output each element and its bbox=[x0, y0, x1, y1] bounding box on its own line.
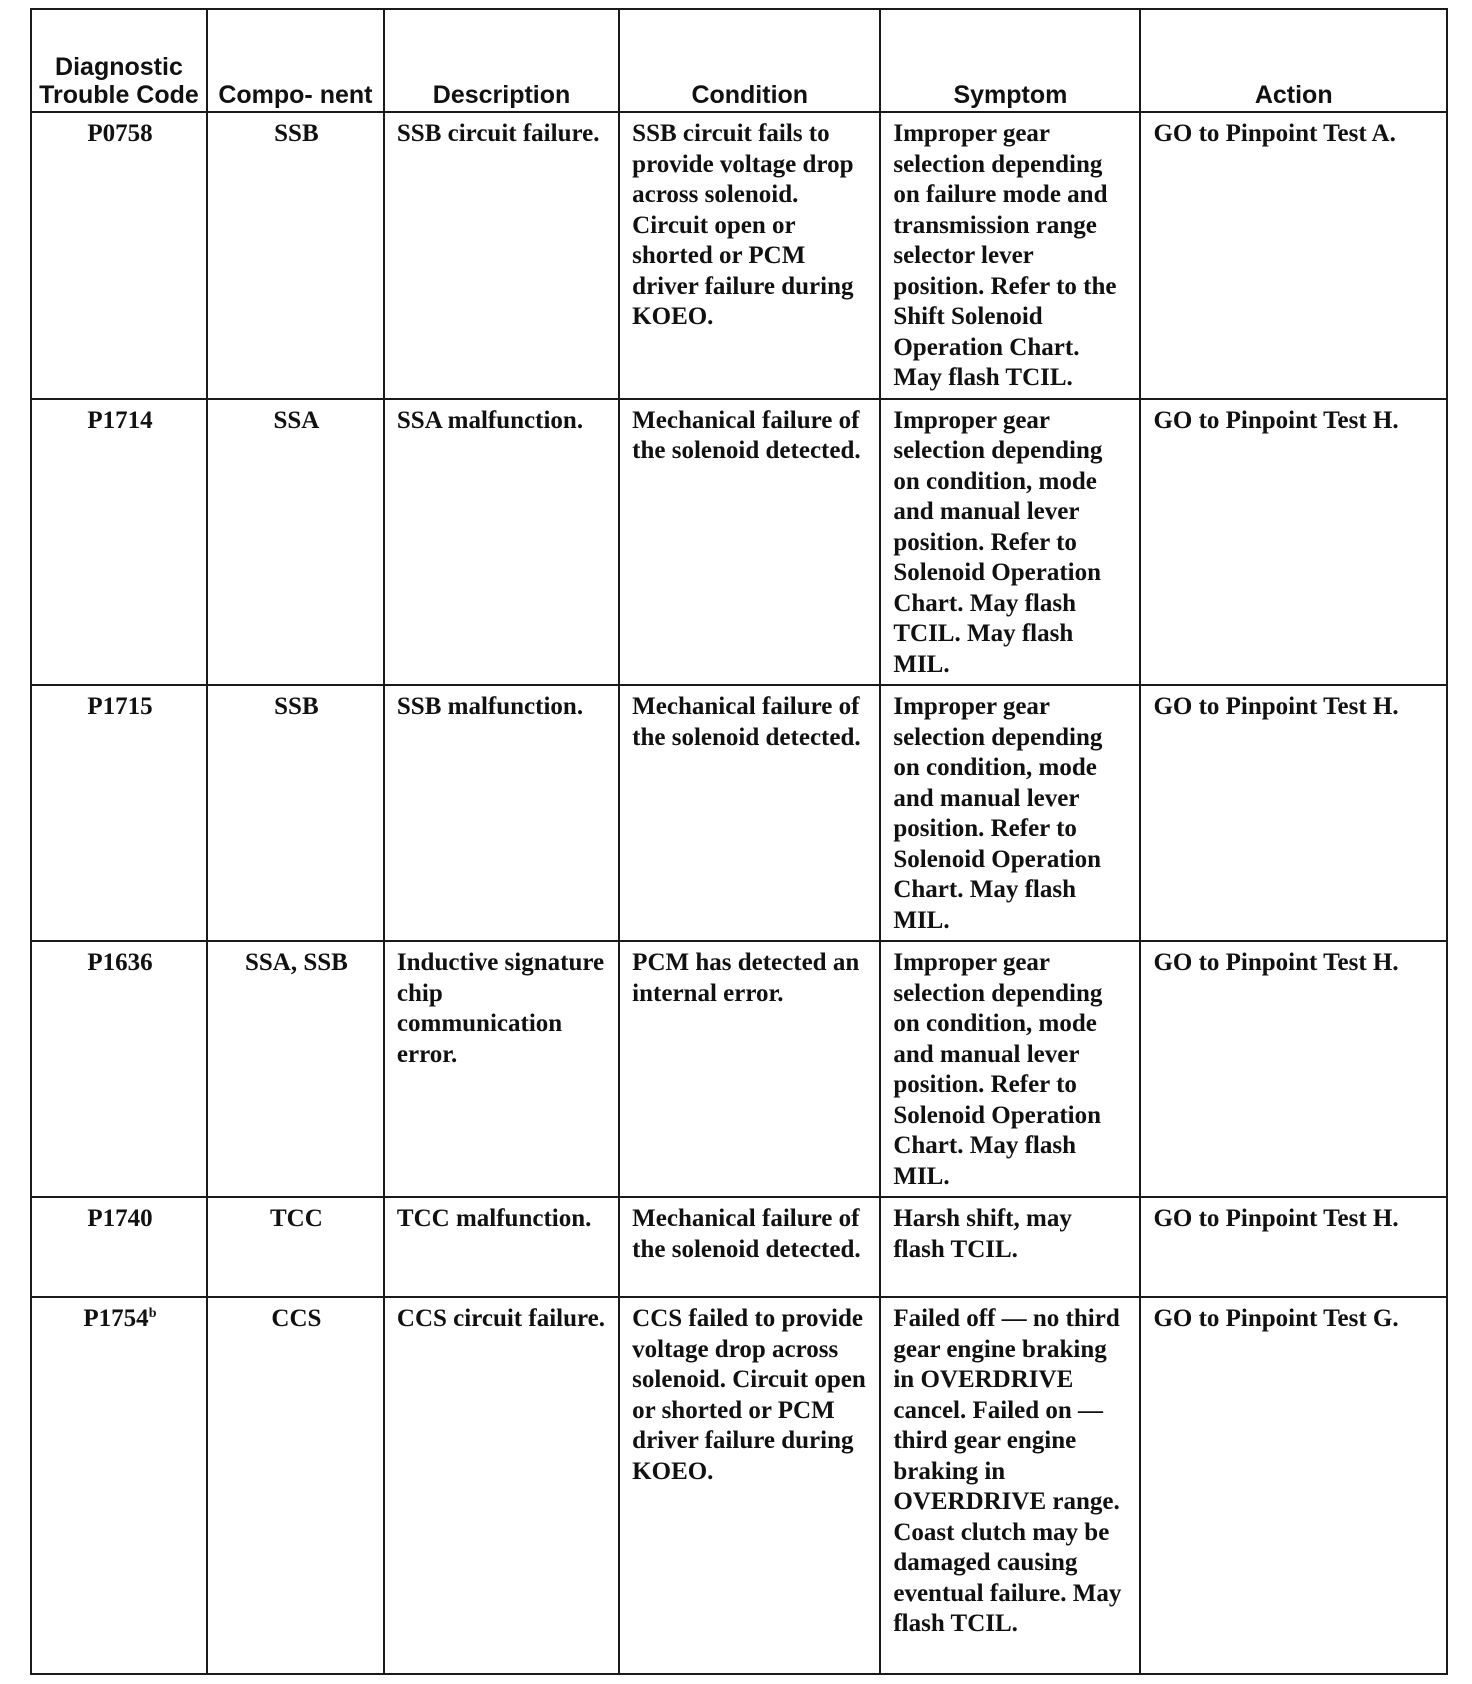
cell-symptom: Harsh shift, may flash TCIL. bbox=[880, 1197, 1140, 1297]
cell-component: CCS bbox=[207, 1297, 384, 1674]
cell-component: SSA bbox=[207, 399, 384, 686]
cell-symptom: Improper gear selection depending on failure mode and transmission range selector lever position. Refer to the Shift Solenoid Operation Chart. May flash TCIL. bbox=[880, 112, 1140, 399]
cell-symptom: Failed off — no third gear engine braking in OVERDRIVE cancel. Failed on — third gear engine braking in OVERDRIVE range. Coast clutch may be damaged causing eventual failure. May flash TCIL. bbox=[880, 1297, 1140, 1674]
header-component: Compo- nent bbox=[207, 9, 384, 112]
table-row bbox=[31, 941, 1447, 1197]
cell-component: SSA, SSB bbox=[207, 941, 384, 1197]
cell-code: P1636 bbox=[31, 941, 207, 1197]
cell-code: P0758 bbox=[31, 112, 207, 399]
header-code: Diagnostic Trouble Code bbox=[31, 9, 207, 112]
cell-description: CCS circuit failure. bbox=[384, 1297, 619, 1674]
cell-code bbox=[31, 1297, 207, 1674]
cell-condition: Mechanical failure of the solenoid detected. bbox=[619, 399, 880, 686]
cell-description: Inductive signature chip communication error. bbox=[384, 941, 619, 1197]
cell-component: SSB bbox=[207, 685, 384, 941]
table-row bbox=[31, 112, 1447, 399]
cell-symptom: Improper gear selection depending on condition, mode and manual lever position. Refer to Solenoid Operation Chart. May flash MIL. bbox=[880, 941, 1140, 1197]
cell-code: P1740 bbox=[31, 1197, 207, 1297]
code-text: P1754 bbox=[83, 1305, 149, 1332]
header-row bbox=[31, 9, 1447, 112]
dtc-table bbox=[30, 8, 1448, 1675]
header-description: Description bbox=[384, 9, 619, 112]
table-row bbox=[31, 399, 1447, 686]
cell-condition: CCS failed to provide voltage drop across solenoid. Circuit open or shorted or PCM driver failure during KOEO. bbox=[619, 1297, 880, 1674]
cell-condition: Mechanical failure of the solenoid detected. bbox=[619, 685, 880, 941]
cell-action: GO to Pinpoint Test A. bbox=[1140, 112, 1447, 399]
cell-code: P1715 bbox=[31, 685, 207, 941]
header-condition: Condition bbox=[619, 9, 880, 112]
cell-description: SSB malfunction. bbox=[384, 685, 619, 941]
cell-condition: SSB circuit fails to provide voltage drop across solenoid. Circuit open or shorted or PCM driver failure during KOEO. bbox=[619, 112, 880, 399]
cell-action: GO to Pinpoint Test H. bbox=[1140, 941, 1447, 1197]
footnote-marker: b bbox=[148, 1306, 157, 1321]
table-row bbox=[31, 685, 1447, 941]
cell-action: GO to Pinpoint Test G. bbox=[1140, 1297, 1447, 1674]
header-symptom: Symptom bbox=[880, 9, 1140, 112]
cell-component: TCC bbox=[207, 1197, 384, 1297]
header-action: Action bbox=[1140, 9, 1447, 112]
cell-code: P1714 bbox=[31, 399, 207, 686]
cell-description: SSA malfunction. bbox=[384, 399, 619, 686]
table-row bbox=[31, 1197, 1447, 1297]
cell-symptom: Improper gear selection depending on condition, mode and manual lever position. Refer to Solenoid Operation Chart. May flash MIL. bbox=[880, 685, 1140, 941]
cell-action: GO to Pinpoint Test H. bbox=[1140, 685, 1447, 941]
cell-action: GO to Pinpoint Test H. bbox=[1140, 1197, 1447, 1297]
cell-description: TCC malfunction. bbox=[384, 1197, 619, 1297]
cell-description: SSB circuit failure. bbox=[384, 112, 619, 399]
cell-action: GO to Pinpoint Test H. bbox=[1140, 399, 1447, 686]
cell-condition: Mechanical failure of the solenoid detected. bbox=[619, 1197, 880, 1297]
cell-symptom: Improper gear selection depending on condition, mode and manual lever position. Refer to Solenoid Operation Chart. May flash TCIL. May flash MIL. bbox=[880, 399, 1140, 686]
cell-component: SSB bbox=[207, 112, 384, 399]
cell-condition: PCM has detected an internal error. bbox=[619, 941, 880, 1197]
table-row bbox=[31, 1297, 1447, 1674]
